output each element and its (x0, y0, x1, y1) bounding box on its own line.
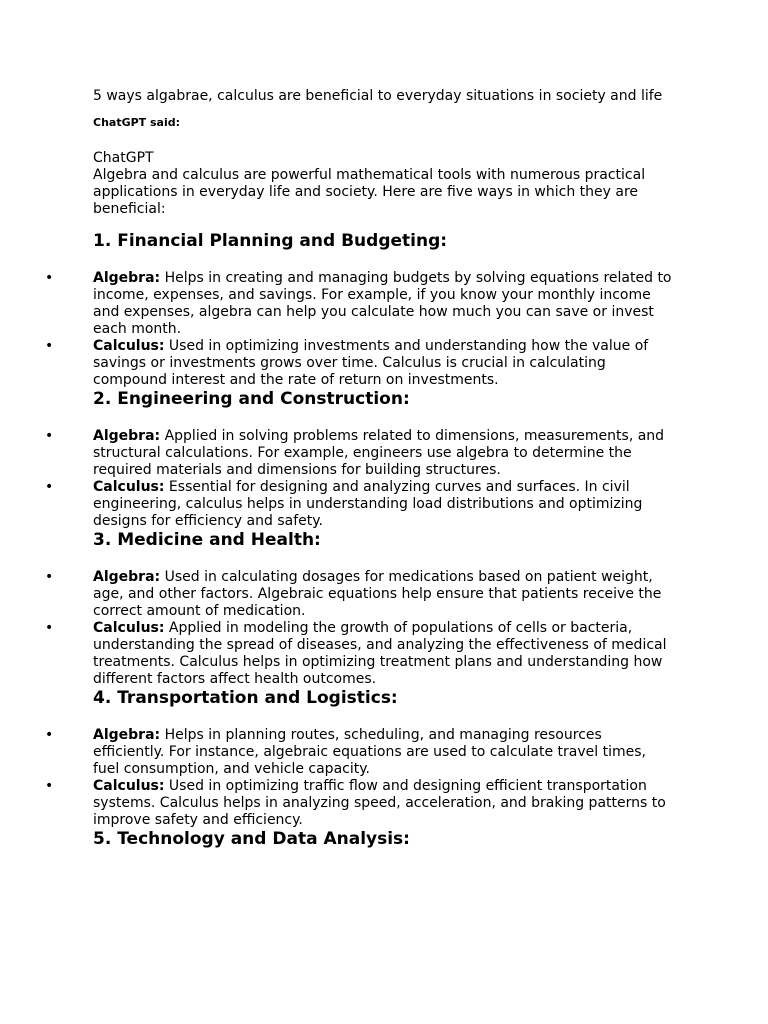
item-text: Applied in solving problems related to dimensions, measurements, and structural calculations. For example, engineers use algebra to determine the required materials and dimensions for building structures. (93, 428, 665, 478)
bullet-list (45, 270, 673, 389)
item-text: Applied in modeling the growth of populations of cells or bacteria, understanding the spread of diseases, and analyzing the effectiveness of medical treatments. Calculus helps in optimizing treatment plans and understanding how different factors affect health outcomes. (93, 620, 667, 687)
bullet-list (45, 727, 673, 829)
bullet-icon: • (45, 270, 54, 286)
item-label: Calculus: (93, 778, 165, 794)
bullet-icon: • (45, 428, 54, 444)
speaker-name: ChatGPT (93, 150, 154, 166)
item-label: Algebra: (93, 727, 161, 743)
list-item (45, 428, 673, 479)
section-heading: 5. Technology and Data Analysis: (93, 829, 410, 849)
intro-paragraph: Algebra and calculus are powerful mathematical tools with numerous practical applications in everyday life and society. Here are five ways in which they are beneficial: (93, 167, 646, 217)
document-page (45, 88, 673, 868)
list-item (45, 778, 673, 829)
item-label: Calculus: (93, 620, 165, 636)
item-text: Used in calculating dosages for medications based on patient weight, age, and other factors. Algebraic equations help ensure that patients receive the correct amount of medication. (93, 569, 662, 619)
item-text: Helps in planning routes, scheduling, and managing resources efficiently. For instance, algebraic equations are used to calculate travel times, fuel consumption, and vehicle capacity. (93, 727, 646, 777)
section-heading: 2. Engineering and Construction: (93, 389, 410, 409)
section-heading: 4. Transportation and Logistics: (93, 688, 398, 708)
item-label: Algebra: (93, 428, 161, 444)
section-transportation-logistics (45, 688, 673, 829)
list-item (45, 479, 673, 530)
item-text: Helps in creating and managing budgets by solving equations related to income, expenses, and savings. For example, if you know your monthly income and expenses, algebra can help you calculate how much you can save or invest each month. (93, 270, 672, 337)
list-item (45, 270, 673, 338)
section-medicine-health (45, 530, 673, 688)
list-item (45, 569, 673, 620)
section-engineering-construction (45, 389, 673, 530)
list-item (45, 620, 673, 688)
item-text: Used in optimizing traffic flow and designing efficient transportation systems. Calculus helps in analyzing speed, acceleration, and braking patterns to improve safety and efficiency. (93, 778, 666, 828)
bullet-list (45, 569, 673, 688)
bullet-icon: • (45, 620, 54, 636)
bullet-icon: • (45, 778, 54, 794)
item-text: Essential for designing and analyzing curves and surfaces. In civil engineering, calculus helps in understanding load distributions and optimizing designs for efficiency and safety. (93, 479, 643, 529)
item-label: Algebra: (93, 270, 161, 286)
list-item (45, 338, 673, 389)
section-technology-data-analysis (93, 829, 673, 849)
item-label: Calculus: (93, 338, 165, 354)
item-text: Used in optimizing investments and understanding how the value of savings or investments grows over time. Calculus is crucial in calculating compound interest and the rate of return on investments. (93, 338, 649, 388)
bullet-icon: • (45, 338, 54, 354)
item-label: Calculus: (93, 479, 165, 495)
bullet-icon: • (45, 727, 54, 743)
section-financial-planning (45, 231, 673, 389)
user-question: 5 ways algabrae, calculus are beneficial to everyday situations in society and life (93, 88, 663, 104)
item-label: Algebra: (93, 569, 161, 585)
bullet-list (45, 428, 673, 530)
chatgpt-said-label: ChatGPT said: (93, 116, 181, 129)
bullet-icon: • (45, 479, 54, 495)
list-item (45, 727, 673, 778)
section-heading: 3. Medicine and Health: (93, 530, 321, 550)
bullet-icon: • (45, 569, 54, 585)
section-heading: 1. Financial Planning and Budgeting: (93, 231, 448, 251)
